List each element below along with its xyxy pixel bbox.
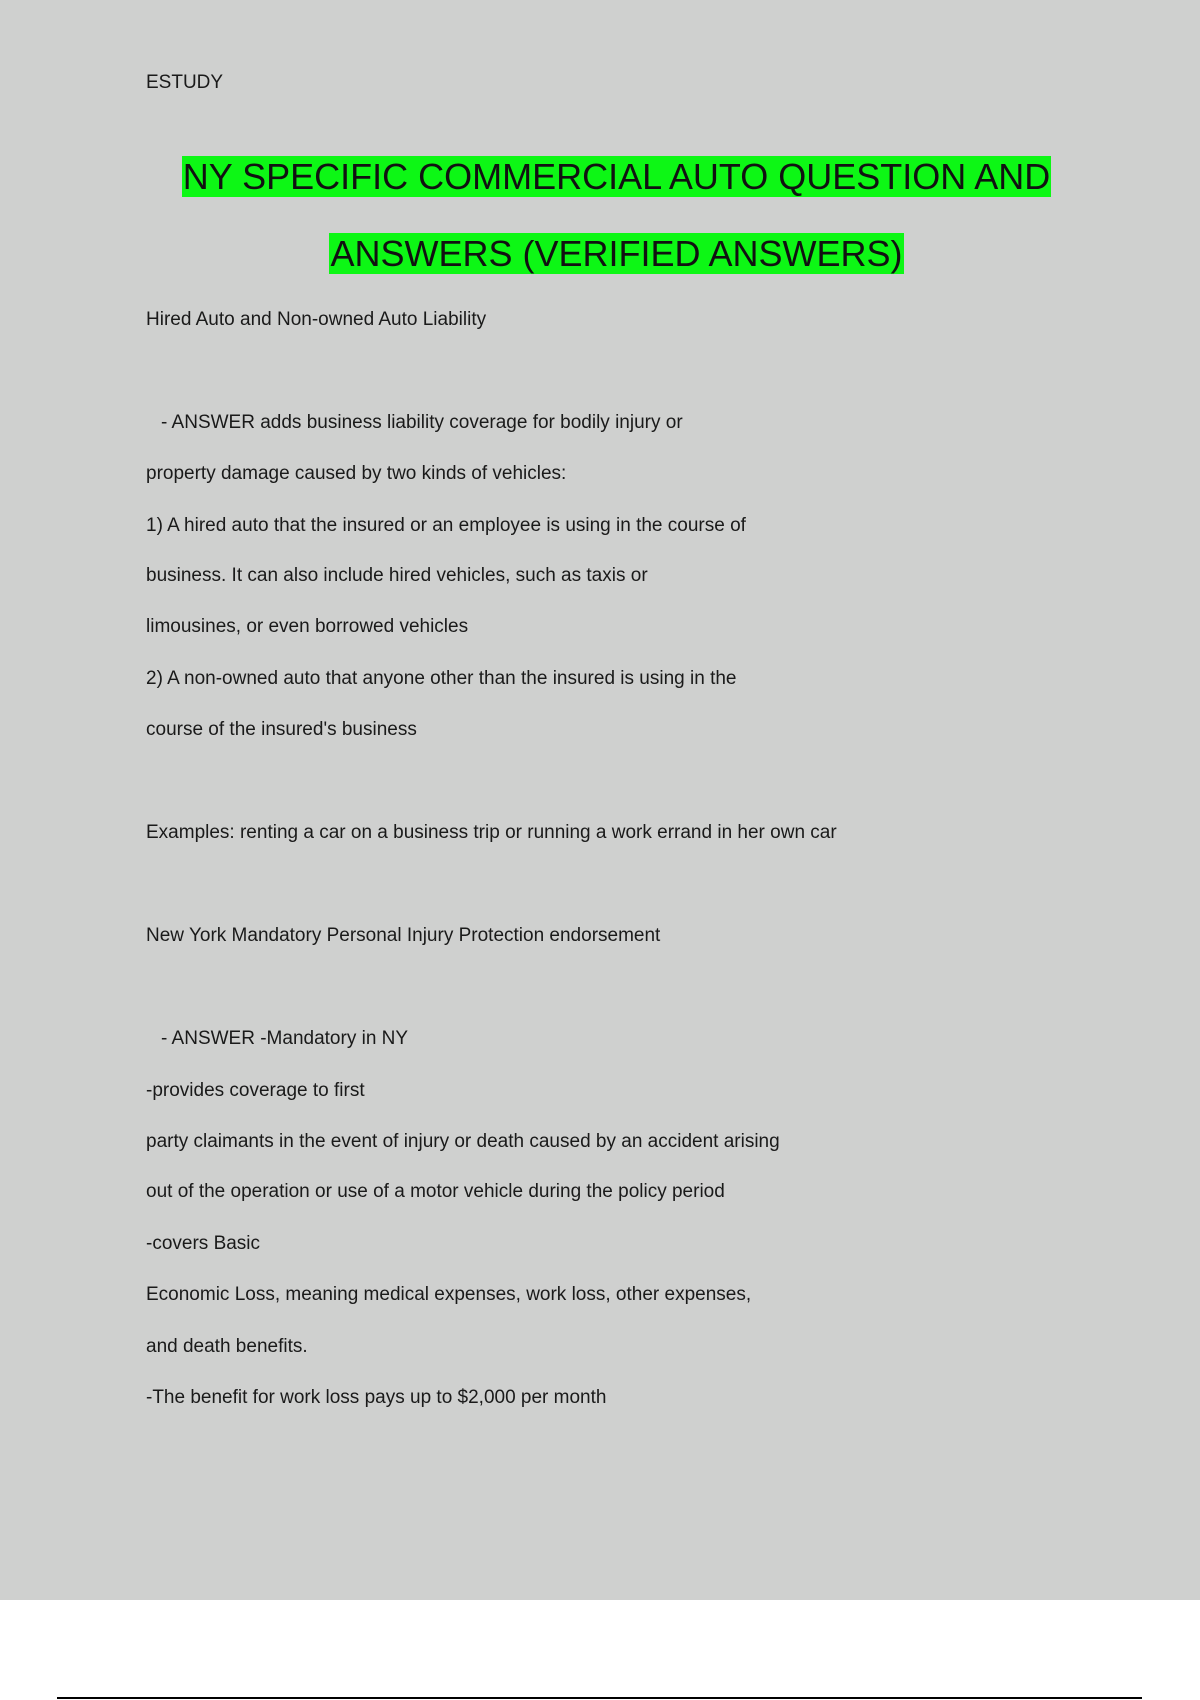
answer-line: - ANSWER -Mandatory in NY (161, 1028, 409, 1049)
answer-line: 1) A hired auto that the insured or an employee is using in the course of (146, 515, 746, 536)
answer-line: out of the operation or use of a motor vehicle during the policy period (146, 1181, 725, 1202)
answer-line: Economic Loss, meaning medical expenses, work loss, other expenses, (146, 1284, 752, 1305)
title-highlight: NY SPECIFIC COMMERCIAL AUTO QUESTION AND (182, 156, 1051, 197)
question-heading: New York Mandatory Personal Injury Protection endorsement (146, 925, 661, 946)
answer-line: business. It can also include hired vehicles, such as taxis or (146, 565, 648, 586)
answer-line: -provides coverage to first (146, 1080, 365, 1101)
answer-line: course of the insured's business (146, 719, 417, 740)
answer-line: Examples: renting a car on a business trip or running a work errand in her own car (146, 822, 837, 843)
document-header: ESTUDY (146, 72, 224, 93)
question-heading: Hired Auto and Non-owned Auto Liability (146, 309, 487, 330)
answer-line: and death benefits. (146, 1336, 308, 1357)
answer-line: limousines, or even borrowed vehicles (146, 616, 469, 637)
answer-line: -The benefit for work loss pays up to $2,000 per month (146, 1387, 607, 1408)
answer-line: - ANSWER adds business liability coverage for bodily injury or (161, 412, 683, 433)
answer-line: -covers Basic (146, 1233, 261, 1254)
document-title-line-2 (0, 230, 1200, 278)
document-title-line-1 (0, 153, 1200, 201)
answer-line: party claimants in the event of injury or death caused by an accident arising (146, 1131, 780, 1152)
answer-line: 2) A non-owned auto that anyone other than the insured is using in the (146, 668, 737, 689)
answer-line: property damage caused by two kinds of vehicles: (146, 463, 567, 484)
title-highlight: ANSWERS (VERIFIED ANSWERS) (330, 233, 903, 274)
footer-divider (57, 1697, 1142, 1699)
